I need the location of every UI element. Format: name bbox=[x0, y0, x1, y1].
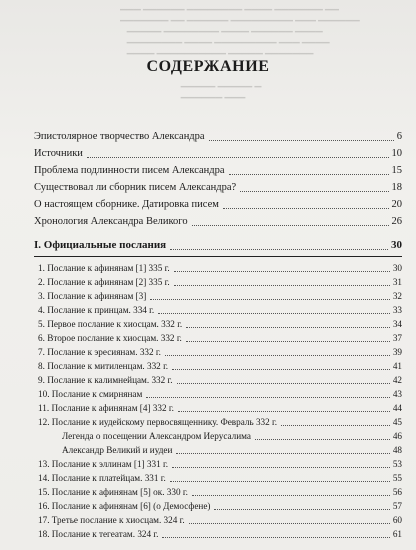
toc-entry-intro-6[interactable] bbox=[34, 215, 402, 229]
toc-item-title: 10. Послание к смирнянам bbox=[38, 389, 143, 399]
toc-entry-page: 26 bbox=[391, 216, 402, 227]
toc-item-12-jews[interactable] bbox=[34, 444, 402, 457]
toc-item-title: 8. Послание к митиленцам. 332 г. bbox=[38, 361, 169, 371]
toc-entry-intro-1[interactable] bbox=[34, 130, 402, 144]
toc-section-official[interactable] bbox=[34, 238, 402, 253]
toc-item-title: 1. Послание к афинянам [1] 335 г. bbox=[38, 263, 170, 273]
leader-dots bbox=[176, 453, 389, 454]
toc-entry-title: Существовал ли сборник писем Александра? bbox=[34, 182, 237, 193]
toc-entry-title: Хронология Александра Великого bbox=[34, 216, 188, 227]
toc-item-title: 17. Третье послание к хиосцам. 324 г. bbox=[38, 515, 185, 525]
toc-item-18[interactable] bbox=[34, 528, 402, 541]
toc-item-page: 57 bbox=[392, 501, 402, 511]
toc-item-page: 44 bbox=[392, 403, 402, 413]
toc-item-14[interactable] bbox=[34, 472, 402, 485]
toc-item-title: 16. Послание к афинянам [6] (о Демосфене) bbox=[38, 501, 211, 511]
leader-dots bbox=[223, 208, 389, 209]
toc-item-page: 37 bbox=[392, 333, 402, 343]
toc-item-1[interactable] bbox=[34, 262, 402, 275]
leader-dots bbox=[178, 411, 390, 412]
toc-item-title: 2. Послание к афинянам [2] 335 г. bbox=[38, 277, 170, 287]
section-rule bbox=[34, 256, 402, 257]
toc-item-page: 42 bbox=[392, 375, 402, 385]
toc-item-title: 9. Послание к калимнейцам. 332 г. bbox=[38, 375, 173, 385]
toc-item-9[interactable] bbox=[34, 374, 402, 387]
leader-dots bbox=[255, 439, 390, 440]
toc-item-page: 60 bbox=[392, 515, 402, 525]
toc-entry-intro-5[interactable] bbox=[34, 198, 402, 212]
toc-item-15[interactable] bbox=[34, 486, 402, 499]
toc-item-title: 3. Послание к афинянам [3] bbox=[38, 291, 147, 301]
leader-dots bbox=[172, 369, 390, 370]
toc-entry-page: 20 bbox=[391, 199, 402, 210]
leader-dots bbox=[174, 271, 390, 272]
toc-item-title: Легенда о посещении Александром Иерусалима bbox=[62, 431, 252, 441]
toc-item-2[interactable] bbox=[34, 276, 402, 289]
toc-item-title: 12. Послание к иудейскому первосвященнику. Февраль 332 г. bbox=[38, 417, 278, 427]
leader-dots bbox=[281, 425, 390, 426]
toc-item-title: 4. Послание к принцам. 334 г. bbox=[38, 305, 155, 315]
toc-item-page: 32 bbox=[392, 291, 402, 301]
toc-title: СОДЕРЖАНИЕ bbox=[146, 58, 270, 75]
toc-entry-title: О настоящем сборнике. Датировка писем bbox=[34, 199, 219, 210]
leader-dots bbox=[170, 481, 390, 482]
toc-item-12-legend[interactable] bbox=[34, 430, 402, 443]
leader-dots bbox=[209, 140, 394, 141]
toc-item-title: 11. Послание к афинянам [4] 332 г. bbox=[38, 403, 174, 413]
toc-item-10[interactable] bbox=[34, 388, 402, 401]
toc-section-title: I. Официальные послания bbox=[34, 239, 167, 251]
toc-item-title: 6. Второе послание к хиосцам. 332 г. bbox=[38, 333, 182, 343]
toc-item-title: 15. Послание к афинянам [5] ок. 330 г. bbox=[38, 487, 188, 497]
toc-item-page: 33 bbox=[392, 305, 402, 315]
toc-item-6[interactable] bbox=[34, 332, 402, 345]
toc-item-11[interactable] bbox=[34, 402, 402, 415]
leader-dots bbox=[162, 537, 389, 538]
toc-item-page: 48 bbox=[392, 445, 402, 455]
leader-dots bbox=[158, 313, 390, 314]
toc-item-title: 14. Послание к платейцам. 331 г. bbox=[38, 473, 166, 483]
toc-item-page: 31 bbox=[392, 277, 402, 287]
toc-item-page: 53 bbox=[392, 459, 402, 469]
leader-dots bbox=[150, 299, 390, 300]
toc-entry-page: 10 bbox=[391, 148, 402, 159]
leader-dots bbox=[229, 174, 389, 175]
toc-entry-page: 18 bbox=[391, 182, 402, 193]
leader-dots bbox=[170, 249, 388, 250]
toc-entry-title: Источники bbox=[34, 148, 83, 159]
toc-section-page: 30 bbox=[391, 239, 402, 251]
toc-item-page: 45 bbox=[392, 417, 402, 427]
toc-item-4[interactable] bbox=[34, 304, 402, 317]
leader-dots bbox=[146, 397, 390, 398]
toc-item-16[interactable] bbox=[34, 500, 402, 513]
toc-item-12[interactable] bbox=[34, 416, 402, 429]
toc-item-title: 5. Первое послание к хиосцам. 332 г. bbox=[38, 319, 183, 329]
leader-dots bbox=[186, 341, 390, 342]
toc-item-title: 18. Послание к тегеатам. 324 г. bbox=[38, 529, 159, 539]
leader-dots bbox=[240, 191, 388, 192]
toc-item-title: 7. Послание к эресиянам. 332 г. bbox=[38, 347, 161, 357]
toc-entry-intro-3[interactable] bbox=[34, 164, 402, 178]
toc-item-title: 13. Послание к эллинам [1] 331 г. bbox=[38, 459, 169, 469]
toc-item-page: 55 bbox=[392, 473, 402, 483]
toc-item-page: 43 bbox=[392, 389, 402, 399]
leader-dots bbox=[177, 383, 390, 384]
toc-item-5[interactable] bbox=[34, 318, 402, 331]
toc-item-title: Александр Великий и иудеи bbox=[62, 445, 173, 455]
leader-dots bbox=[186, 327, 390, 328]
toc-item-page: 56 bbox=[392, 487, 402, 497]
bleed-through-text: ▁▁▁ ▁▁▁▁▁▁ ▁▁▁▁▁▁▁▁ ▁▁▁▁ ▁▁▁▁▁▁▁ ▁▁ ▁▁▁▁▁▁▁ ▁▁ ▁▁▁▁▁▁ ▁▁▁▁▁▁▁▁▁ ▁▁▁ ▁▁▁▁▁▁ ▁▁▁▁▁ ▁▁▁▁▁▁▁▁ ▁▁▁▁ ▁▁▁▁▁▁ ▁▁▁▁ ▁▁▁▁▁▁▁▁ ▁▁▁▁ ▁▁▁▁▁▁▁▁▁ ▁▁▁ ▁▁▁▁ ▁▁▁▁ ▁▁▁▁▁▁▁▁▁▁ ▁▁▁▁▁ ▁▁▁▁▁▁▁ ▁▁▁▁▁ ▁▁▁▁▁ ▁ ▁▁▁▁▁▁ ▁▁▁ bbox=[120, 0, 360, 98]
toc-item-8[interactable] bbox=[34, 360, 402, 373]
leader-dots bbox=[192, 225, 389, 226]
leader-dots bbox=[189, 523, 390, 524]
toc-item-page: 39 bbox=[392, 347, 402, 357]
toc-item-page: 34 bbox=[392, 319, 402, 329]
leader-dots bbox=[87, 157, 389, 158]
toc-entry-intro-4[interactable] bbox=[34, 181, 402, 195]
toc-item-13[interactable] bbox=[34, 458, 402, 471]
leader-dots bbox=[174, 285, 390, 286]
toc-item-7[interactable] bbox=[34, 346, 402, 359]
toc-item-17[interactable] bbox=[34, 514, 402, 527]
toc-entry-title: Проблема подлинности писем Александра bbox=[34, 165, 225, 176]
toc-entry-intro-2[interactable] bbox=[34, 147, 402, 161]
leader-dots bbox=[172, 467, 390, 468]
toc-item-page: 41 bbox=[392, 361, 402, 371]
toc-item-page: 46 bbox=[392, 431, 402, 441]
toc-item-3[interactable] bbox=[34, 290, 402, 303]
toc-entry-title: Эпистолярное творчество Александра bbox=[34, 131, 205, 142]
toc-item-page: 61 bbox=[392, 529, 402, 539]
toc-entry-page: 15 bbox=[391, 165, 402, 176]
leader-dots bbox=[214, 509, 389, 510]
toc-item-page: 30 bbox=[392, 263, 402, 273]
leader-dots bbox=[165, 355, 390, 356]
toc-entry-page: 6 bbox=[396, 131, 402, 142]
leader-dots bbox=[192, 495, 390, 496]
